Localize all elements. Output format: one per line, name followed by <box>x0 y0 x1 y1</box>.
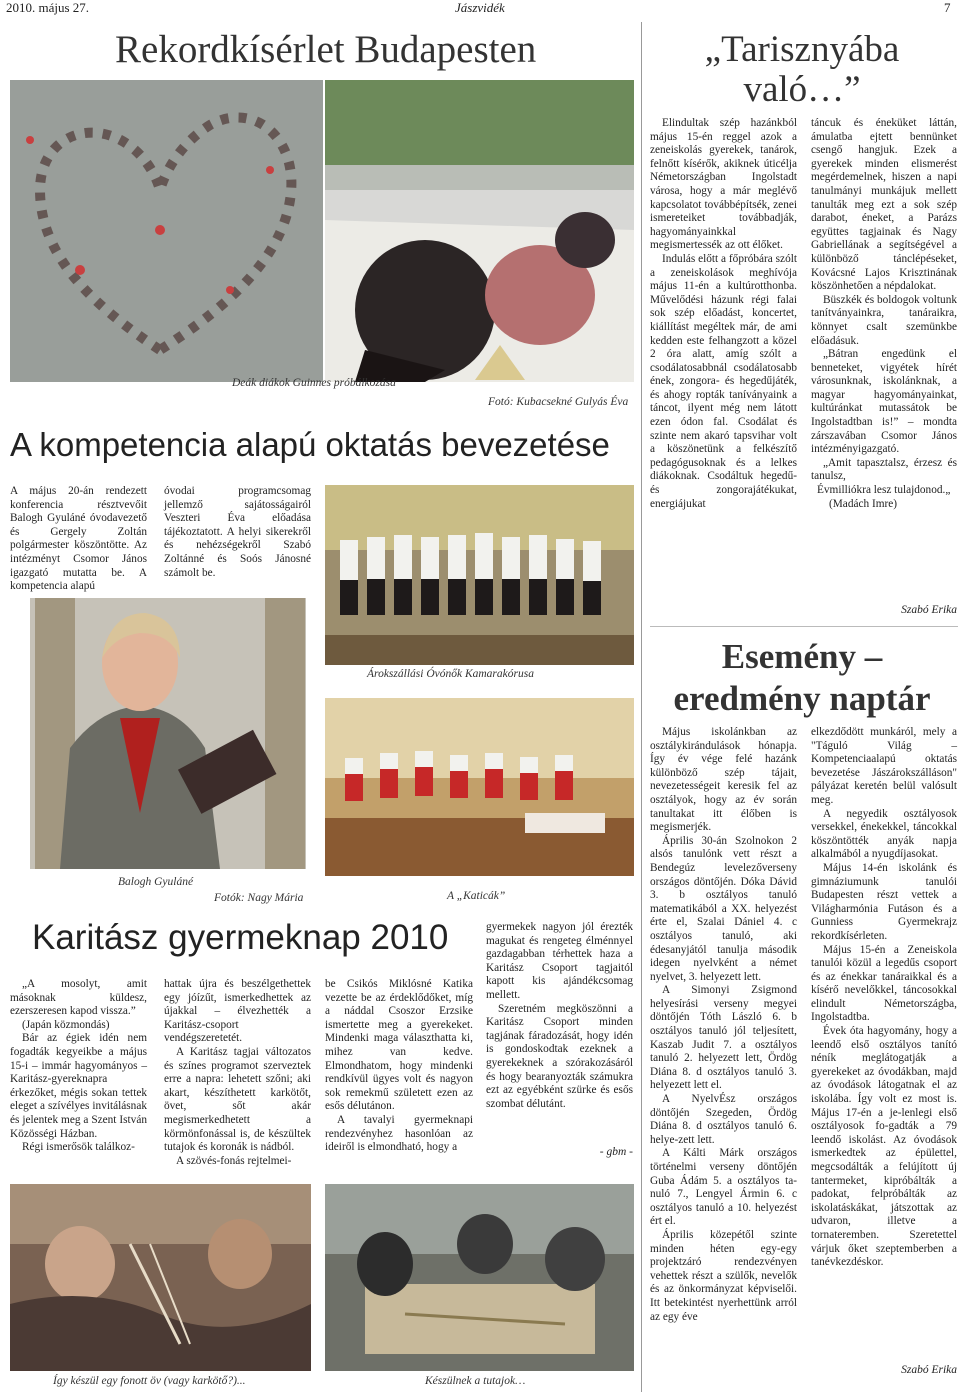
rekord-headline: Rekordkísérlet Budapesten <box>115 28 537 71</box>
tarisznya-p8: (Madách Imre) <box>829 497 898 510</box>
photo-heart-formation <box>10 80 323 382</box>
tarisznya-p1: Elindultak szép hazánkból május 15-én reggel azok a zeneiskolás gyerekek, tanárok, felnőtt kísérők, akiknek úticélja Németországban Ingolstadt városa, hogy a már meglévő kapcsolatot továbbépítsék, zenei ismereteiket továbbadják, hagyományainkkal megismertessék az ott élőket. <box>650 117 797 252</box>
tarisznya-headline-line2: való…” <box>743 69 861 110</box>
karitasz-signature: - gbm - <box>599 1146 633 1158</box>
katica-caption: A „Katicák” <box>447 890 506 902</box>
header-date: 2010. május 27. <box>6 0 90 15</box>
karitasz-col-3 <box>325 978 473 1155</box>
esemeny-col-1 <box>650 726 797 1324</box>
photo-choir <box>325 485 634 665</box>
esemeny-headline-line1: Esemény – <box>721 637 883 676</box>
photo-weaving <box>10 1184 311 1371</box>
karitasz-p7: A szövés-fonás rejtelmei- <box>176 1154 292 1167</box>
tarisznya-col-2 <box>811 117 957 511</box>
kompetencia-photo-credit: Fotók: Nagy Mária <box>214 892 304 904</box>
esemeny-p11: Évek óta hagyomány, hogy a leendő első osztályos tanító néník meglátogatják a gyerekeket az óvodákban, majd az óvodások látogatnak el az iskolába. Így volt ez most is. Május 17-én a je-lenlegi első osztályosok fo-gadták a 79 leendő iskolást. Az óvodások ismerkedtek az épülettel, megcsodálták a felújított új tantermeket, kipróbálták a padokat, felpróbálták az iskolatáskákat, játszottak az udvaron, illetve a tornateremben. Szeretettel várjuk őket szeptemberben a tanévkezdéskor. <box>811 1025 957 1269</box>
esemeny-p6: Április közepétől szinte minden héten egy-egy projektzáró rendezvényen vehettek részt a szülők, nevelők és az önkormányzat képviselői. Itt betekintést nyerhettünk arról az egy éve <box>650 1228 797 1323</box>
photo-rafts <box>325 1184 634 1371</box>
header-page-number: 7 <box>944 0 951 15</box>
esemeny-p4: A NyelvÉsz országos döntőjén Szegeden, Ördög Diána 8. d osztályos tanuló 6. helye-zett lett. <box>650 1093 797 1146</box>
esemeny-p1: Május iskolánkban az osztálykirándulások hónapja. Így év vége felé hazánk különböző szép tájait, nevezetességeit keresik fel az osztályok, hogy az év során tanultakat itt élőben is megismerjék. <box>650 726 797 834</box>
esemeny-col-2 <box>811 726 957 1270</box>
karitasz-p3: Bár az égiek idén nem fogadták kegyeikbe a május 15-i – immár hagyományos – Karitász-gyereknapra érkezőket, mégis sokan tettek eleget a szívélyes invitálásnak és jelentek meg a Szent István Közösségi Házban. <box>10 1032 147 1140</box>
tarisznya-divider <box>650 626 958 627</box>
kompetencia-headline: A kompetencia alapú oktatás bevezetése <box>10 426 610 463</box>
esemeny-p9: Május 14-én iskolánk és gimnáziumunk tanulói Budapesten részt vettek a Világharmónia Futáson és a Gunniess Gyermekrajz rekordkísérleten. <box>811 861 957 942</box>
weave-caption: Így készül egy fonott öv (vagy karkötő?)... <box>53 1375 246 1387</box>
column-divider <box>641 22 642 1392</box>
tarisznya-p4: Büszkék és boldogok voltunk tanítványainkra, tanáraikra, könnyet csalt szemünkbe előadásuk. <box>811 293 957 347</box>
tarisznya-p5: „Bátran engedünk el benneteket, vigyétek hírét városunknak, iskolánknak, a magyar hagyományainkat, kultúránkat mutassátok be Ingolstadtban is!” – mondta zárszavában Csomor János intézményigazgató. <box>811 348 957 456</box>
kompetencia-col-1 <box>10 485 147 594</box>
karitasz-p5: hattak újra és beszélgethettek egy jóízűt, ismerkedhettek az újakkal – élvezhették a Karitász-csoport vendégszeretetét. <box>164 978 311 1045</box>
rekord-photo-credit: Fotó: Kubacsekné Gulyás Éva <box>488 396 629 408</box>
esemeny-p7: elkezdődött munkáról, mely a "Táguló Világ – Kompetenciaalapú oktatás bevezetése Jászárokszálláson" pályázat keretén belül valósult meg. <box>811 726 957 806</box>
esemeny-signature: Szabó Erika <box>901 1364 957 1376</box>
karitasz-p6: A Karitász tagjai változatos és színes programot szerveztek erre a napra: lehetett szőni; aki akart, készíthetett karkötőt, övet, sőt akár megismerkedhetett a körmönfonással is, de készültek tutajok és koronák is nádból. <box>164 1045 311 1154</box>
karitasz-headline: Karitász gyermeknap 2010 <box>32 918 449 957</box>
karitasz-p1: „A mosolyt, amit másoknak küldesz, ezerszeresen kapod vissza.” <box>10 978 147 1018</box>
tarisznya-p2: Indulás előtt a főpróbára szólt a zeneiskolások meghívója május 11-én a kultúrotthonba. Művelődési házunk régi falai sok szép előadást, koncertet, kiállítást megéltek már, de ami kedden este felhangzott a közel 2 óra alatt, amíg szólt a csodálatosabbnál csodálatosabb ének, zongora- és hegedűjáték, és ahogy ropták taníványaink a táncot, ilyent még nem látott ezen ódon fal. Csodálat és szinte nem akaró tapsvihar volt a köszönetünk a felkészítő pedagógusoknak és a lelkes diákoknak. Csodáltuk hegedű- és zongorajátékukat, energiájukat <box>650 252 797 510</box>
karitasz-p8: be Csikós Miklósné Katika vezette be az érdeklődőket, míg a náddal Csoszor Erzsike ismertette meg a gyerekeket. Mindenki maga választhatta ki, mihez van kedve. Elmondhatom, hogy mindenki rendkívül ügyes volt és nagyon sok remekmű született ezen az esős délutánon. <box>325 978 473 1113</box>
karitasz-col-4 <box>486 921 633 1111</box>
karitasz-p4: Régi ismerősök találkoz- <box>22 1141 135 1154</box>
tarisznya-p6: „Amit tapasztalsz, érzesz és tanulsz, <box>811 456 957 483</box>
kompetencia-text-1: A május 20-án rendezett konferencia résztvevőit Balogh Gyuláné óvodavezető és Gergely Zoltán polgármester köszöntötte. Az intézményt Csomor János igazgató mutatta be. A kompetencia alapú <box>10 485 147 593</box>
karitasz-p11: Szeretném megköszönni a Karitász Csoport minden tagjának fáradozását, hogy idén is gondoskodtak ezeknek a gyerekeknek a szórakozásáról és hogy bearanyozták számukra ezt az egyébként szürke és esős szombat délutánt. <box>486 1002 633 1110</box>
karitasz-p9: A tavalyi gyermeknapi rendezvényhez hasonlóan az ideiről is elmondható, hogy a <box>325 1113 473 1154</box>
tarisznya-headline <box>646 30 958 110</box>
esemeny-p8: A negyedik osztályosok versekkel, énekekkel, táncokkal köszöntötték anyák napja alkalmából a nyugdíjasokat. <box>811 807 957 861</box>
photo-girls-drawing <box>325 80 634 382</box>
esemeny-p10: Május 15-én a Zeneiskola tanulói közül a legedűs csoport és az énekkar tanáraikkal és a kísérő nevelőkkel, táncosokkal elindult Németországba, Ingolstadtba. <box>811 943 957 1024</box>
esemeny-p5: A Kálti Márk országos történelmi verseny döntőjén Guba Ádám 5. a osztályos ta-nuló 7., Lengyel Ármin 6. c osztályos tanuló a 10. helyezést ért el. <box>650 1147 797 1228</box>
tarisznya-signature: Szabó Erika <box>901 604 957 616</box>
karitasz-p2: (Japán közmondás) <box>22 1018 110 1031</box>
karitasz-p10: gyermekek nagyon jól érezték magukat és rengeteg élménnyel gazdagabban térhettek haza a Karitász Csoport tagjaitól kapott kis ajándékcsomag mellett. <box>486 921 633 1001</box>
esemeny-p2: Április 30-án Szolnokon 2 alsós tanulónk vett részt a Bendegúz levelezőverseny országos döntőjén. Dóka Dávid 3. b osztályos tanuló matematikából a XX. helyezést érte el, Szalai Dániel 4. c osztályos tanuló, aki édesanyjától tanulja második idegen nyelvként a német nyelvet, 3. helyezett lett. <box>650 834 797 983</box>
karitasz-col-1 <box>10 978 147 1155</box>
kompetencia-col-2 <box>164 485 311 580</box>
rafts-caption: Készülnek a tutajok… <box>425 1375 526 1387</box>
choir-caption: Árokszállási Óvónők Kamarakórusa <box>367 668 534 680</box>
tarisznya-p3: táncuk és éneküket láttán, ámulatba ejtett bennünket csengő hangjuk. Ezek a gyerekek minden elismerést megérdemelnek, hiszen a napi tanulmányi munkájuk mellett tanulták meg ezt a sok szép darabot, éneket, a Parázs együttes tagjainak és Nagy Gabriellának a segítségével a különböző tánclépéseket, Kovácsné Lajos Krisztinának köszönhetően a népdalokat. <box>811 117 957 293</box>
photo-katica-kids <box>325 698 634 876</box>
tarisznya-col-1 <box>650 117 797 511</box>
photo-portrait-speaker <box>30 598 306 869</box>
tarisznya-headline-line1: „Tarisznyába <box>704 29 900 70</box>
rekord-photo-caption: Deák diákok Guinnes próbálkozása <box>232 377 396 389</box>
tarisznya-p7: Évmilliókra lesz tulajdonod.„ <box>817 484 951 497</box>
esemeny-p3: A Simonyi Zsigmond helyesírási verseny megyei döntőjén Tóth László 6. b osztályos tanuló jól teljesített, Kaszab Judit 7. a osztályos tanuló 2. helyezett lett, Ördög Diána 8. d osztályos tanuló 3. helyezett lett el. <box>650 984 797 1092</box>
kompetencia-text-2: óvodai programcsomag jellemző sajátosságairól Veszteri Éva előadása tájékoztatott. A helyi sikerekről és nehézségekről Szabó Zoltánné és Soós Jánosné számolt be. <box>164 485 311 579</box>
header-paper-name: Jászvidék <box>455 0 505 15</box>
karitasz-col-2 <box>164 978 311 1168</box>
esemeny-headline-line2: eredmény naptár <box>673 679 931 718</box>
portrait-caption: Balogh Gyuláné <box>118 876 194 888</box>
esemeny-headline <box>646 636 958 720</box>
